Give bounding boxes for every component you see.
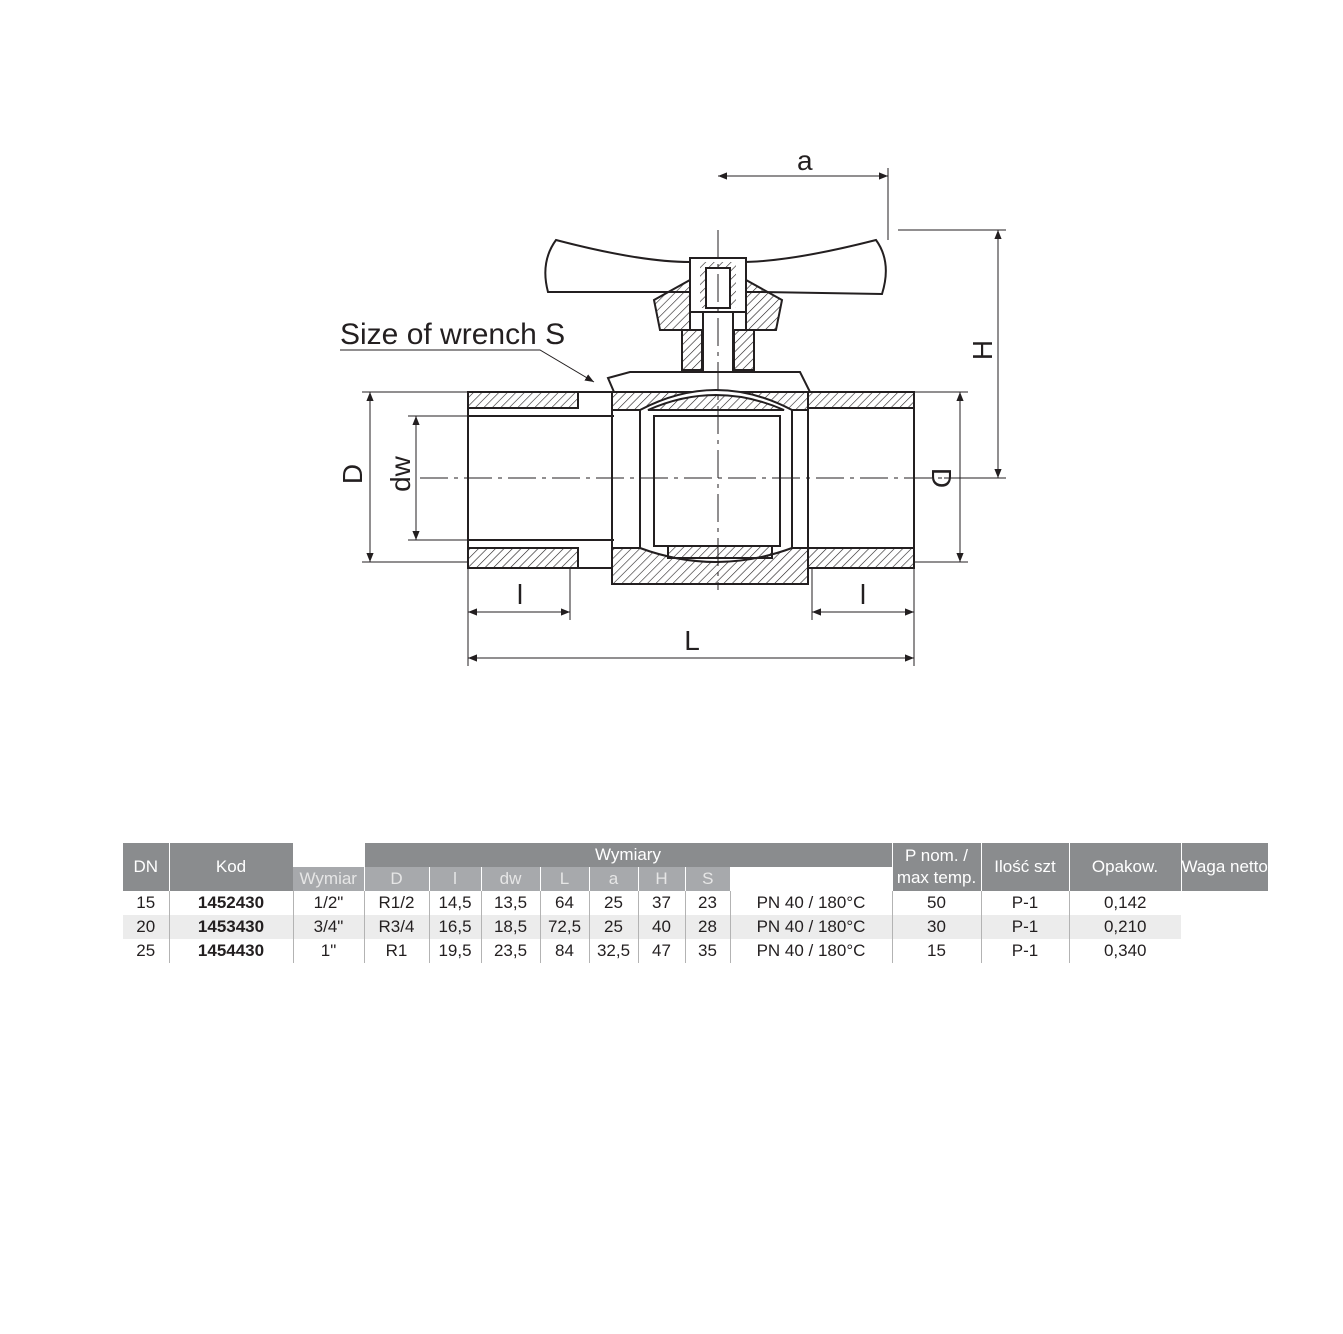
cell-wymiar: 1" bbox=[293, 939, 364, 963]
valve-bonnet bbox=[608, 372, 810, 392]
cell-dn: 25 bbox=[136, 941, 156, 960]
cell-ilosc: 30 bbox=[892, 915, 981, 939]
header-H: H bbox=[638, 867, 685, 891]
cell-kod: 1454430 bbox=[169, 939, 293, 963]
cell-pnom: PN 40 / 180°C bbox=[730, 915, 892, 939]
cell-H: 37 bbox=[638, 891, 685, 915]
cell-ilosc: 50 bbox=[892, 891, 981, 915]
right-threaded-end bbox=[808, 392, 914, 568]
specification-table bbox=[123, 843, 1268, 963]
wrench-size-label: Size of wrench S bbox=[340, 318, 566, 351]
cell-kod: 1452430 bbox=[169, 891, 293, 915]
cell-dw: 23,5 bbox=[481, 939, 540, 963]
cell-L: 64 bbox=[540, 891, 589, 915]
table-row bbox=[123, 915, 1268, 939]
header-kod: Kod bbox=[169, 843, 293, 891]
valve-body bbox=[468, 240, 914, 584]
cell-pnom: PN 40 / 180°C bbox=[730, 939, 892, 963]
cell-opakow: P-1 bbox=[981, 891, 1069, 915]
cell-l: 19,5 bbox=[429, 939, 481, 963]
cell-H: 40 bbox=[638, 915, 685, 939]
cell-waga: 0,142 bbox=[1069, 891, 1181, 915]
header-dw: dw bbox=[481, 867, 540, 891]
table-row bbox=[123, 939, 1268, 963]
cell-opakow: P-1 bbox=[981, 915, 1069, 939]
header-S: S bbox=[685, 867, 730, 891]
cell-waga: 0,340 bbox=[1069, 939, 1181, 963]
cell-L: 72,5 bbox=[540, 915, 589, 939]
cell-dw: 13,5 bbox=[481, 891, 540, 915]
header-dn: DN bbox=[123, 843, 169, 891]
left-threaded-end bbox=[468, 392, 618, 568]
cell-H: 47 bbox=[638, 939, 685, 963]
cell-opakow: P-1 bbox=[981, 939, 1069, 963]
header-waga: Waga netto bbox=[1181, 843, 1268, 891]
header-L: L bbox=[540, 867, 589, 891]
cell-D: R1 bbox=[364, 939, 429, 963]
dim-a-label: a bbox=[797, 145, 813, 176]
dim-l-right-label: l bbox=[859, 579, 867, 610]
cell-D: R3/4 bbox=[364, 915, 429, 939]
table-row bbox=[123, 891, 1268, 915]
cell-l: 14,5 bbox=[429, 891, 481, 915]
header-wymiar: Wymiar bbox=[293, 867, 364, 891]
cell-pnom: PN 40 / 180°C bbox=[730, 891, 892, 915]
header-wymiary: Wymiary bbox=[364, 843, 892, 867]
header-D: D bbox=[364, 867, 429, 891]
cell-wymiar: 1/2" bbox=[293, 891, 364, 915]
cell-S: 28 bbox=[685, 915, 730, 939]
cell-S: 23 bbox=[685, 891, 730, 915]
header-opakow: Opakow. bbox=[1069, 843, 1181, 891]
cell-a: 25 bbox=[589, 915, 638, 939]
header-pnom: P nom. / max temp. bbox=[892, 843, 981, 891]
cell-a: 32,5 bbox=[589, 939, 638, 963]
cell-a: 25 bbox=[589, 891, 638, 915]
dim-dw-label: dw bbox=[385, 456, 416, 492]
cell-D: R1/2 bbox=[364, 891, 429, 915]
header-a: a bbox=[589, 867, 638, 891]
cell-dw: 18,5 bbox=[481, 915, 540, 939]
dim-L-label: L bbox=[684, 625, 700, 656]
cell-dn: 15 bbox=[136, 893, 156, 912]
cell-dn: 20 bbox=[123, 915, 169, 939]
cell-l: 16,5 bbox=[429, 915, 481, 939]
header-ilosc: Ilość szt bbox=[981, 843, 1069, 891]
cell-waga: 0,210 bbox=[1069, 915, 1181, 939]
dim-H-label: H bbox=[967, 339, 998, 361]
dim-D-right-label: D bbox=[926, 467, 957, 489]
dim-D-left-label: D bbox=[337, 463, 368, 485]
header-l: l bbox=[429, 867, 481, 891]
cell-ilosc: 15 bbox=[892, 939, 981, 963]
cell-kod: 1453430 bbox=[169, 915, 293, 939]
cell-wymiar: 3/4" bbox=[293, 915, 364, 939]
dim-l-left-label: l bbox=[516, 579, 524, 610]
cell-S: 35 bbox=[685, 939, 730, 963]
cell-L: 84 bbox=[540, 939, 589, 963]
